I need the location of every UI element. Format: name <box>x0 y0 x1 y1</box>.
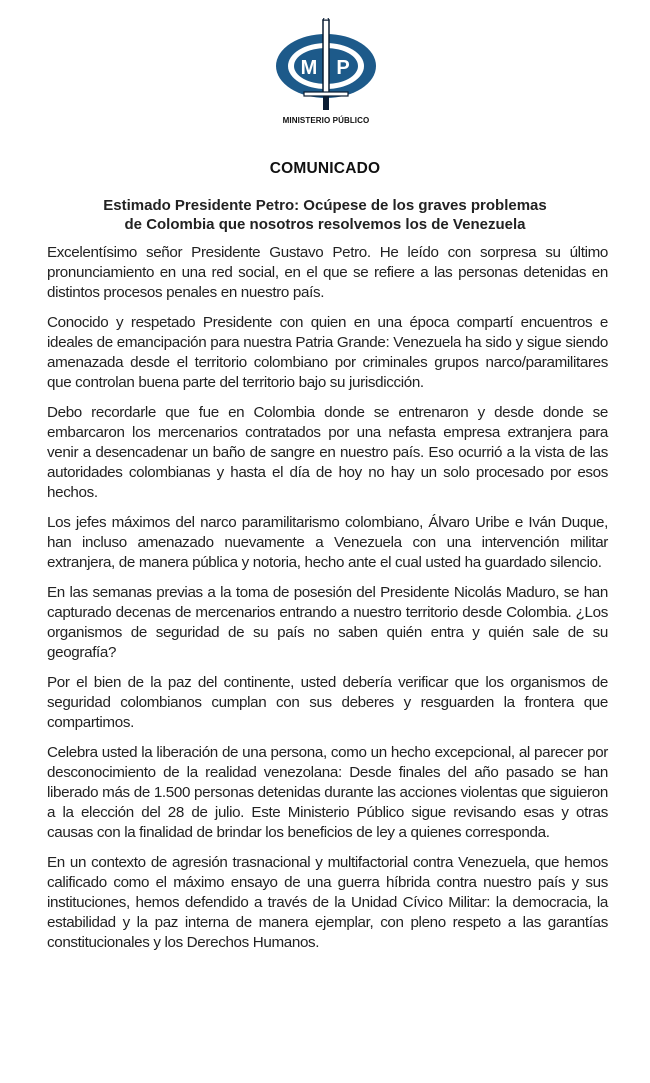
subtitle-line-1: Estimado Presidente Petro: Ocúpese de los graves problemas <box>103 197 547 214</box>
paragraph: Celebra usted la liberación de una persona, como un hecho excepcional, al parecer por desconocimiento de la realidad venezolana: Desde finales del año pasado se han liberado más de 1.500 personas detenidas durante las acciones violentas que siguieron a la elección del 28 de julio. Este Ministerio Público sigue revisando esas y otras causas con la finalidad de brindar los beneficios de ley a quienes corresponda. <box>47 744 608 841</box>
paragraph: Los jefes máximos del narco paramilitarismo colombiano, Álvaro Uribe e Iván Duque, han incluso amenazado nuevamente a Venezuela con una intervención militar extranjera, de manera pública y notoria, hecho ante el cual usted ha guardado silencio. <box>47 514 608 571</box>
paragraph: Conocido y respetado Presidente con quien en una época compartí encuentros e ideales de emancipación para nuestra Patria Grande: Venezuela ha sido y sigue siendo amenazada desde el territorio colombiano por criminales grupos narco/paramilitares que controlan buena parte del territorio bajo su jurisdicción. <box>47 314 608 391</box>
sword-emblem-icon <box>270 18 382 114</box>
ministerio-publico-logo <box>270 18 382 130</box>
sword-blade <box>323 20 329 94</box>
paragraph: En un contexto de agresión trasnacional y multifactorial contra Venezuela, que hemos calificado como el máximo ensayo de una guerra híbrida contra nuestro país y sus instituciones, hemos defendido a través de la Unidad Cívico Militar: la democracia, la estabilidad y la paz interna de manera ejemplar, con pleno respeto a las garantías constitucionales y los Derechos Humanos. <box>47 854 608 951</box>
sword-hilt <box>323 96 329 110</box>
sword-crossguard <box>304 92 348 96</box>
document-subtitle <box>0 196 650 234</box>
paragraph: Por el bien de la paz del continente, usted debería verificar que los organismos de seguridad colombianos cumplan con sus deberes y resguarden la frontera que compartimos. <box>47 674 608 731</box>
logo-letter-p: P <box>336 57 350 79</box>
document-body <box>47 243 608 963</box>
paragraph: Debo recordarle que fue en Colombia donde se entrenaron y desde donde se embarcaron los mercenarios contratados por una nefasta empresa extranjera para venir a desencadenar un baño de sangre en nuestro país. Eso ocurrió a la vista de las autoridades colombianas y hasta el día de hoy no hay un solo procesado por esos hechos. <box>47 404 608 501</box>
document-heading: COMUNICADO <box>269 160 381 177</box>
subtitle-line-2: de Colombia que nosotros resolvemos los de Venezuela <box>124 216 526 233</box>
logo-letter-m: M <box>300 57 318 79</box>
paragraph: Excelentísimo señor Presidente Gustavo Petro. He leído con sorpresa su último pronunciamiento en una red social, en el que se refiere a las personas detenidas en distintos procesos penales en nuestro país. <box>47 244 608 301</box>
logo-caption: MINISTERIO PÚBLICO <box>282 116 370 125</box>
paragraph: En las semanas previas a la toma de posesión del Presidente Nicolás Maduro, se han capturado decenas de mercenarios entrando a nuestro territorio desde Colombia. ¿Los organismos de seguridad de su país no saben quién entra y quién sale de su geografía? <box>47 584 608 661</box>
